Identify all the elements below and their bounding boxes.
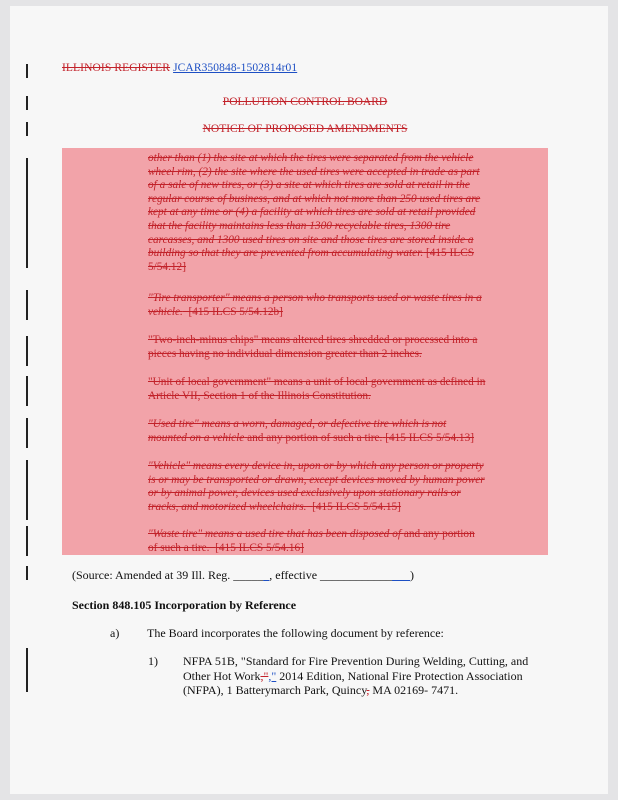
change-bar bbox=[26, 158, 28, 268]
deleted-paragraph-tire-storage bbox=[148, 152, 518, 274]
text-line: other than (1) the site at which the tires were separated from the vehicle bbox=[148, 152, 474, 164]
nfpa-reference bbox=[183, 654, 553, 698]
text-line: "Unit of local government" means a unit of local government as defined in bbox=[148, 376, 486, 388]
section-heading: Section 848.105 Incorporation by Reference bbox=[72, 598, 297, 612]
change-bar bbox=[26, 526, 28, 556]
text-line: Other Hot Work,"," 2014 Edition, National Fire Protection Association bbox=[183, 668, 523, 683]
change-bar bbox=[26, 64, 28, 78]
text-line: NFPA 51B, "Standard for Fire Prevention During Welding, Cutting, and bbox=[183, 654, 529, 668]
text-line: "Tire transporter" means a person who transports used or waste tires in a bbox=[148, 292, 482, 304]
item-a-label: a) bbox=[110, 626, 120, 640]
text-line: tracks, and motorized wheelchairs. [415 ILCS 5/54.15] bbox=[148, 500, 401, 513]
change-bar bbox=[26, 376, 28, 406]
text-line: regular course of business, and at which not more than 250 used tires are bbox=[148, 192, 481, 205]
change-bar bbox=[26, 336, 28, 366]
change-bar bbox=[26, 290, 28, 320]
deleted-paragraph-waste-tire bbox=[148, 528, 518, 555]
text-line: is or may be transported or drawn, except devices moved by human power bbox=[148, 473, 485, 486]
text-line: vehicle. [415 ILCS 5/54.12b] bbox=[148, 305, 283, 318]
change-bar bbox=[26, 648, 28, 692]
text-line: "Used tire" means a worn, damaged, or defective tire which is not bbox=[148, 418, 447, 430]
change-bar bbox=[26, 460, 28, 520]
deleted-paragraph-tire-transporter bbox=[148, 292, 518, 319]
text-line: "Two-inch-minus chips" means altered tires shredded or processed into a bbox=[148, 334, 478, 346]
source-note: (Source: Amended at 39 Ill. Reg. ______, effective _______________) bbox=[72, 568, 415, 582]
text-line: "Waste tire" means a used tire that has been disposed of and any portion bbox=[148, 528, 475, 540]
text-line: pieces having no individual dimension greater than 2 inches. bbox=[148, 347, 422, 360]
deleted-paragraph-two-inch-minus-chips bbox=[148, 334, 518, 361]
deleted-paragraph-unit-of-local-government bbox=[148, 376, 518, 403]
notice-title: NOTICE OF PROPOSED AMENDMENTS bbox=[202, 123, 408, 135]
deleted-paragraph-vehicle bbox=[148, 460, 518, 514]
change-bar bbox=[26, 122, 28, 136]
item-a-text: The Board incorporates the following document by reference: bbox=[147, 626, 444, 640]
text-line: (NFPA), 1 Batterymarch Park, Quincy, MA 02169- 7471. bbox=[183, 683, 459, 697]
change-bar bbox=[26, 96, 28, 110]
text-line: building so that they are prevented from accumulating water. [415 ILCS bbox=[148, 247, 475, 260]
change-bar bbox=[26, 566, 28, 580]
register-inserted-text: JCAR350848-1502814r01 bbox=[173, 62, 298, 74]
text-line: carcasses, and 1300 used tires on site and those tires are stored inside a bbox=[148, 233, 474, 246]
change-bar bbox=[26, 418, 28, 448]
text-line: wheel rim, (2) the site where the used tires were accepted in trade as part bbox=[148, 165, 480, 178]
text-line: "Vehicle" means every device in, upon or by which any person or property bbox=[148, 460, 484, 472]
citation: 5/54.12] bbox=[148, 260, 186, 273]
text-line: mounted on a vehicle and any portion of such a tire. [415 ILCS 5/54.13] bbox=[148, 431, 474, 444]
text-line: of a sale of new tires, or (3) a site at which tires are sold at retail in the bbox=[148, 179, 470, 192]
text-line: Article VII, Section 1 of the Illinois Constitution. bbox=[148, 389, 371, 402]
deleted-item-number: 1) bbox=[148, 654, 158, 668]
register-header bbox=[62, 62, 297, 74]
register-deleted-text: ILLINOIS REGISTER bbox=[62, 62, 171, 74]
deleted-paragraph-used-tire bbox=[148, 418, 518, 445]
text-line: kept at any time or (4) a facility at which tires are sold at retail provided bbox=[148, 206, 476, 219]
text-line: or by animal power, devices used exclusively upon stationary rails or bbox=[148, 487, 461, 500]
text-line: of such a tire. [415 ILCS 5/54.16] bbox=[148, 541, 304, 554]
board-title: POLLUTION CONTROL BOARD bbox=[222, 96, 388, 108]
text-line: that the facility maintains less than 1300 recyclable tires, 1300 tire bbox=[148, 219, 451, 232]
